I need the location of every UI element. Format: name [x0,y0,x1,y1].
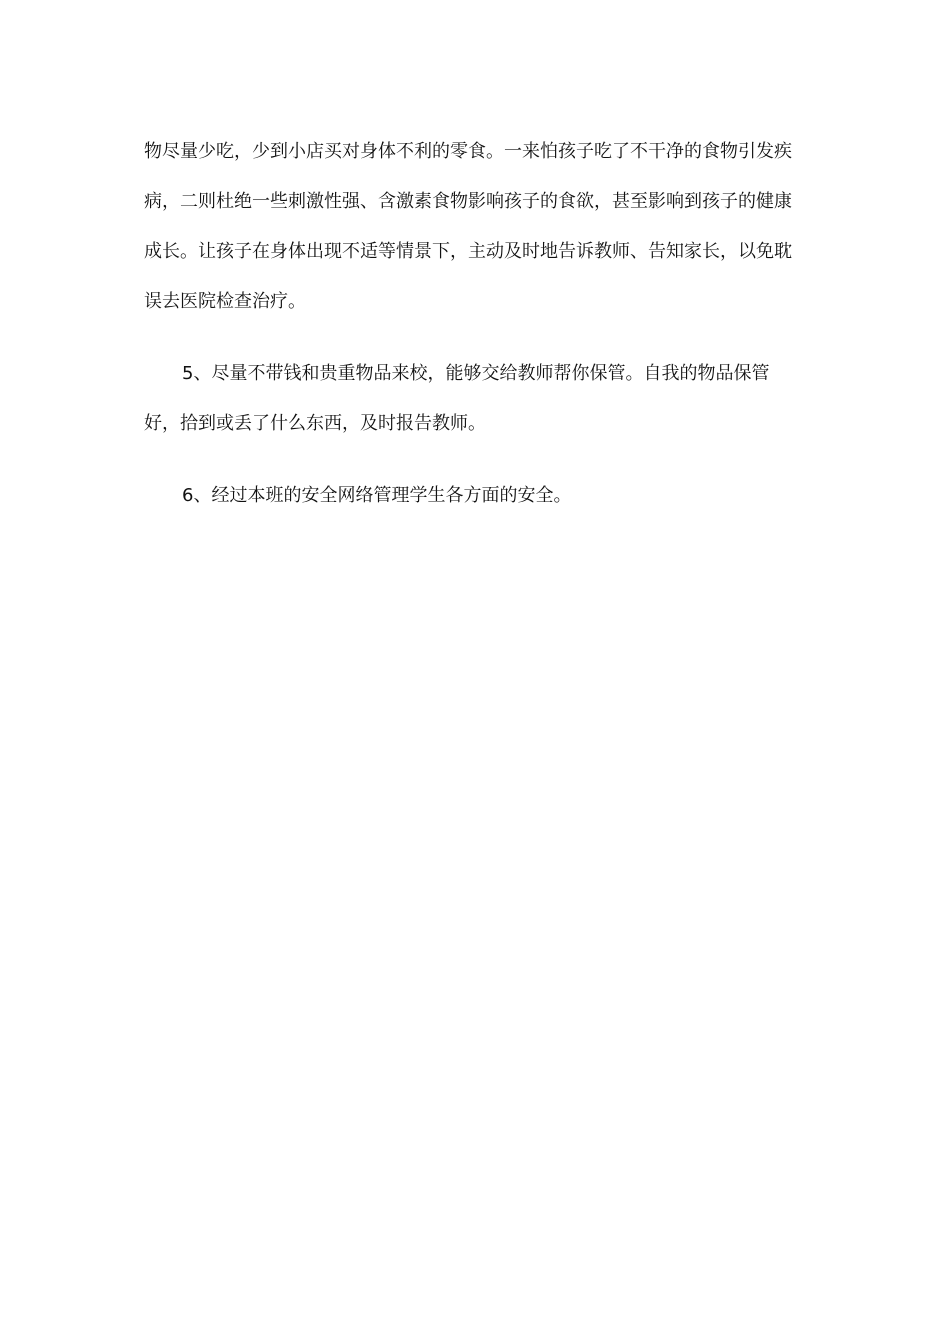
document-body [144,127,804,521]
paragraph-item-6: 6、经过本班的安全网络管理学生各方面的安全。 [182,485,572,506]
paragraph-item-5: 5、尽量不带钱和贵重物品来校，能够交给教师帮你保管。自我的物品保管好，拾到或丢了什么东西，及时报告教师。 [144,363,770,434]
paragraph-continuation: 物尽量少吃，少到小店买对身体不利的零食。一来怕孩子吃了不干净的食物引发疾病，二则杜绝一些刺激性强、含激素食物影响孩子的食欲，甚至影响到孩子的健康成长。让孩子在身体出现不适等情景下，主动及时地告诉教师、告知家长，以免耽误去医院检查治疗。 [144,141,792,312]
